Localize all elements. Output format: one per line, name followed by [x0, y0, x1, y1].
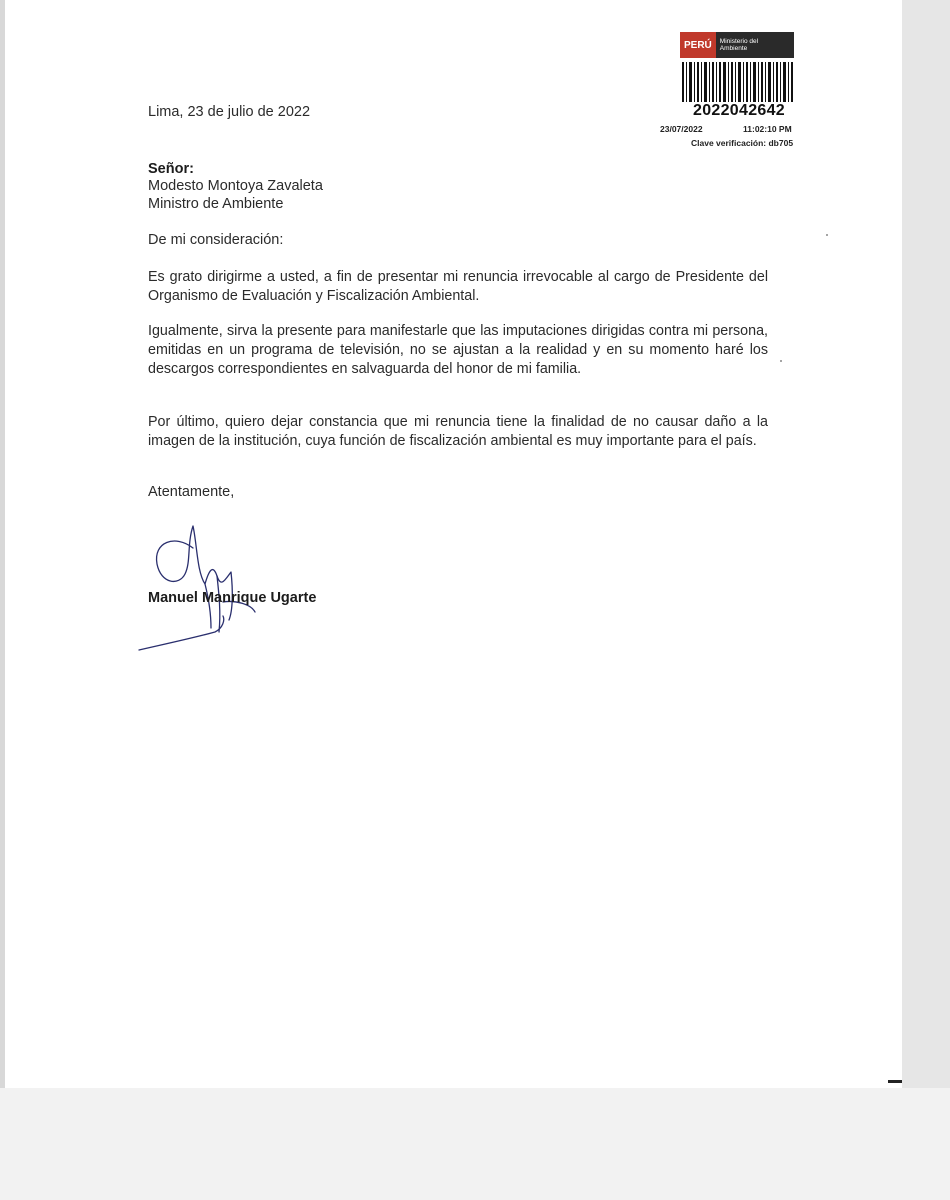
scan-speck: [780, 360, 782, 362]
ministry-label: Ministerio del Ambiente: [719, 38, 759, 52]
stamp-date: 23/07/2022: [660, 124, 703, 134]
salutation: Señor:: [148, 161, 194, 177]
scan-speck: [826, 234, 828, 236]
paragraph-3: Por último, quiero dejar constancia que mi renuncia tiene la finalidad de no causar daño a la imagen de la institución, cuya función de fiscalización ambiental es muy importante para el país.: [148, 414, 768, 449]
place-date: Lima, 23 de julio de 2022: [148, 104, 311, 120]
recipient-title: Ministro de Ambiente: [148, 196, 284, 212]
verification-key: Clave verificación: db705: [691, 138, 794, 148]
closing: Atentamente,: [148, 484, 235, 500]
stamp-time: 11:02:10 PM: [743, 124, 792, 134]
barcode: [682, 62, 794, 102]
paragraph-1: Es grato dirigirme a usted, a fin de presentar mi renuncia irrevocable al cargo de Presidente del Organismo de Evaluación y Fiscalización Ambiental.: [148, 269, 768, 304]
ministry-logo: [680, 32, 794, 58]
reception-stamp: [660, 32, 820, 157]
recipient-name: Modesto Montoya Zavaleta: [148, 178, 323, 194]
peru-label: PERÚ: [680, 32, 716, 58]
scan-mark: [888, 1080, 902, 1083]
scan-edge: [0, 0, 5, 1088]
registry-number: 2022042642: [693, 102, 785, 119]
greeting: De mi consideración:: [148, 232, 284, 248]
signatory-name: Manuel Manrique Ugarte: [148, 590, 317, 606]
paragraph-2: Igualmente, sirva la presente para manifestarle que las imputaciones dirigidas contra mi persona, emitidas en un programa de televisión, no se ajustan a la realidad y en su momento haré los descargos correspondientes en salvaguarda del honor de mi familia.: [148, 323, 768, 377]
scan-margin: [902, 0, 950, 1088]
